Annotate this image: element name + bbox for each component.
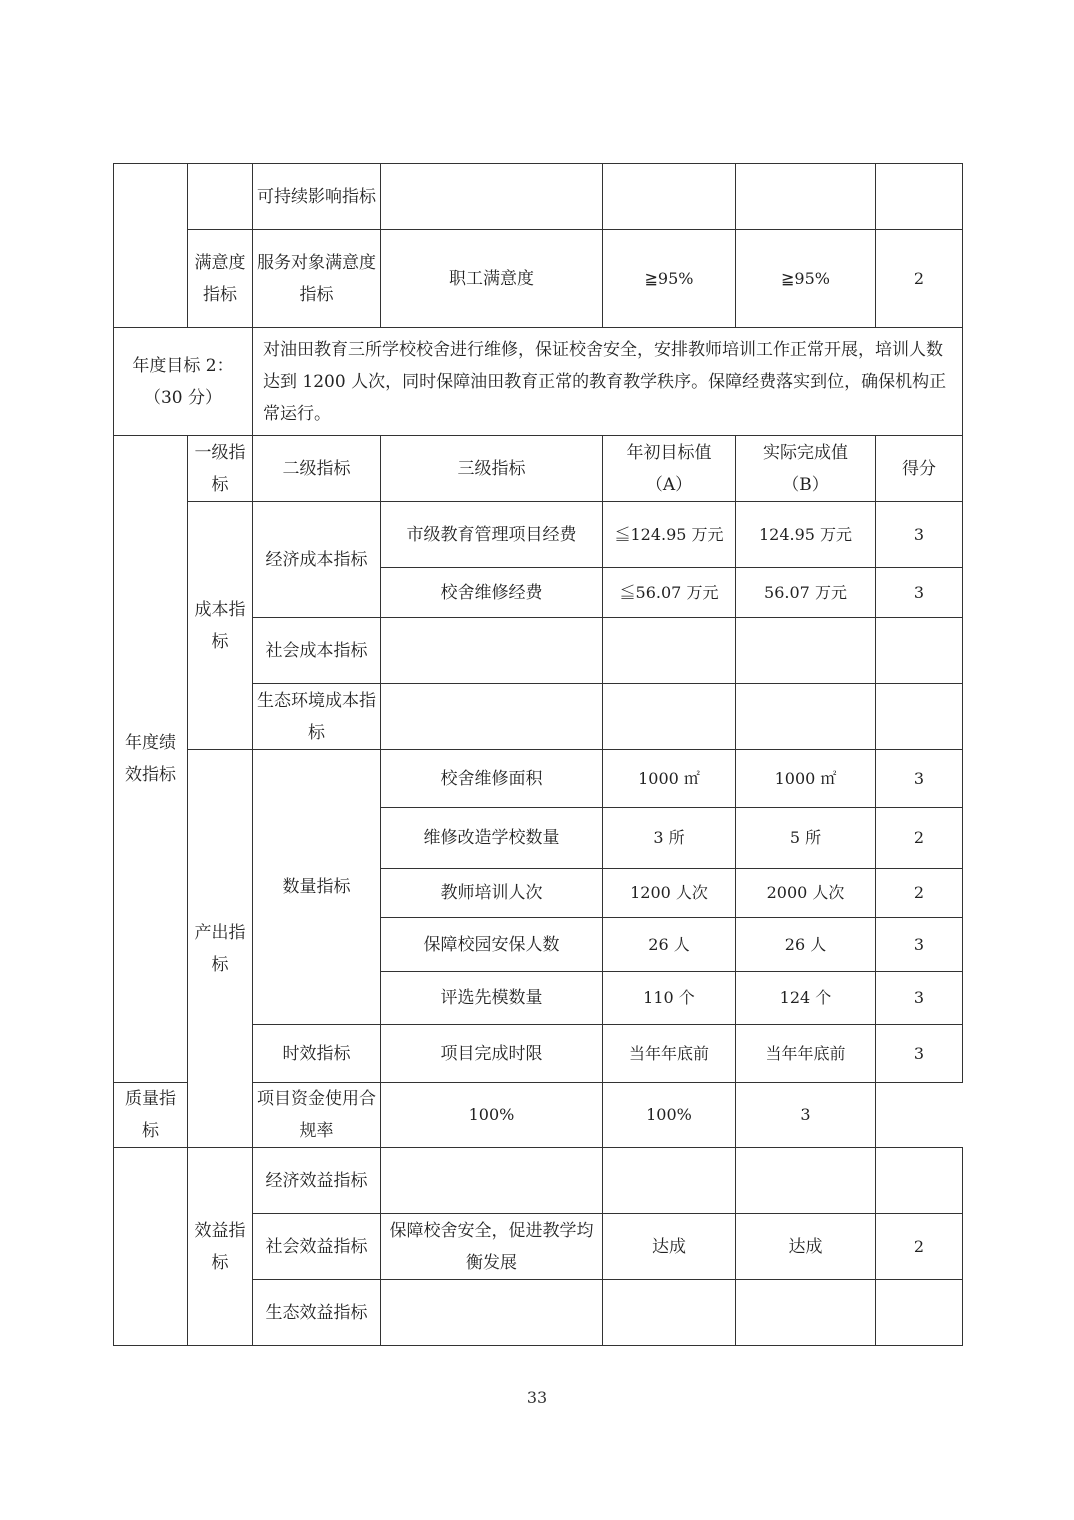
- score: 2: [876, 808, 963, 869]
- score: 2: [876, 1214, 963, 1280]
- table-row: [114, 328, 963, 436]
- actual-value: 56.07 万元: [736, 568, 876, 618]
- target-value: ≦56.07 万元: [603, 568, 736, 618]
- actual-value: 100%: [603, 1083, 736, 1148]
- score: 3: [876, 502, 963, 568]
- goal2-label: 年度目标 2： （30 分）: [114, 328, 253, 436]
- target-value: 达成: [603, 1214, 736, 1280]
- score: 3: [876, 918, 963, 972]
- level3: 项目完成时限: [381, 1025, 603, 1083]
- section-label: 年度绩效指标: [114, 436, 188, 1083]
- header-target: 年初目标值 （A）: [603, 436, 736, 502]
- level3: 市级教育管理项目经费: [381, 502, 603, 568]
- score: 3: [736, 1083, 876, 1148]
- header-level1: 一级指标: [188, 436, 253, 502]
- level3: 教师培训人次: [381, 869, 603, 918]
- level1-benefit: 效益指标: [188, 1148, 253, 1346]
- table-row: [114, 502, 963, 568]
- score: 3: [876, 1025, 963, 1083]
- score: 3: [876, 750, 963, 808]
- level3: 评选先模数量: [381, 972, 603, 1025]
- table-row: [114, 750, 963, 808]
- level2-eco-cost: 生态环境成本指标: [253, 684, 381, 750]
- target-value: ≦124.95 万元: [603, 502, 736, 568]
- level2-satisfaction: 服务对象满意度指标: [253, 230, 381, 328]
- actual-value: ≧95%: [736, 230, 876, 328]
- header-actual: 实际完成值 （B）: [736, 436, 876, 502]
- level3: 维修改造学校数量: [381, 808, 603, 869]
- page-number: 33: [526, 1388, 548, 1407]
- level2-timeliness: 时效指标: [253, 1025, 381, 1083]
- header-level3: 三级指标: [381, 436, 603, 502]
- level2-social-cost: 社会成本指标: [253, 618, 381, 684]
- actual-value: 26 人: [736, 918, 876, 972]
- target-value: 1000 ㎡: [603, 750, 736, 808]
- empty-cell: [114, 164, 188, 328]
- level2-sustainable: 可持续影响指标: [253, 164, 381, 230]
- target-value: 1200 人次: [603, 869, 736, 918]
- level3: 校舍维修经费: [381, 568, 603, 618]
- level3: 保障校舍安全，促进教学均衡发展: [381, 1214, 603, 1280]
- level3: 保障校园安保人数: [381, 918, 603, 972]
- header-score: 得分: [876, 436, 963, 502]
- table-row: [114, 1148, 963, 1214]
- actual-value: 2000 人次: [736, 869, 876, 918]
- level1-cost: 成本指标: [188, 502, 253, 750]
- level1-satisfaction: 满意度指标: [188, 230, 253, 328]
- target-value: 100%: [381, 1083, 603, 1148]
- actual-value: 当年年底前: [736, 1025, 876, 1083]
- level3-satisfaction: 职工满意度: [381, 230, 603, 328]
- table-row: [114, 230, 963, 328]
- target-value: ≧95%: [603, 230, 736, 328]
- empty-cell: [188, 164, 253, 230]
- level2-quantity: 数量指标: [253, 750, 381, 1025]
- score: 3: [876, 568, 963, 618]
- target-value: 26 人: [603, 918, 736, 972]
- goal2-text: 对油田教育三所学校校舍进行维修，保证校舍安全，安排教师培训工作正常开展，培训人数达到 1200 人次，同时保障油田教育正常的教育教学秩序。保障经费落实到位，确保机构正常运行。: [253, 328, 963, 436]
- level3: 项目资金使用合规率: [253, 1083, 381, 1148]
- actual-value: 124.95 万元: [736, 502, 876, 568]
- score: 3: [876, 972, 963, 1025]
- level2-quality: 质量指标: [114, 1083, 188, 1148]
- actual-value: 达成: [736, 1214, 876, 1280]
- table-row: [114, 164, 963, 230]
- empty-cell: [114, 1148, 188, 1346]
- target-value: 3 所: [603, 808, 736, 869]
- actual-value: 5 所: [736, 808, 876, 869]
- level2-economic-benefit: 经济效益指标: [253, 1148, 381, 1214]
- target-value: 110 个: [603, 972, 736, 1025]
- header-level2: 二级指标: [253, 436, 381, 502]
- target-value: 当年年底前: [603, 1025, 736, 1083]
- level1-output: 产出指标: [188, 750, 253, 1148]
- level2-economic-cost: 经济成本指标: [253, 502, 381, 618]
- score: 2: [876, 230, 963, 328]
- level2-eco-benefit: 生态效益指标: [253, 1280, 381, 1346]
- level2-social-benefit: 社会效益指标: [253, 1214, 381, 1280]
- level3: 校舍维修面积: [381, 750, 603, 808]
- score: 2: [876, 869, 963, 918]
- actual-value: 1000 ㎡: [736, 750, 876, 808]
- performance-table: [113, 163, 963, 1346]
- actual-value: 124 个: [736, 972, 876, 1025]
- table-header-row: [114, 436, 963, 502]
